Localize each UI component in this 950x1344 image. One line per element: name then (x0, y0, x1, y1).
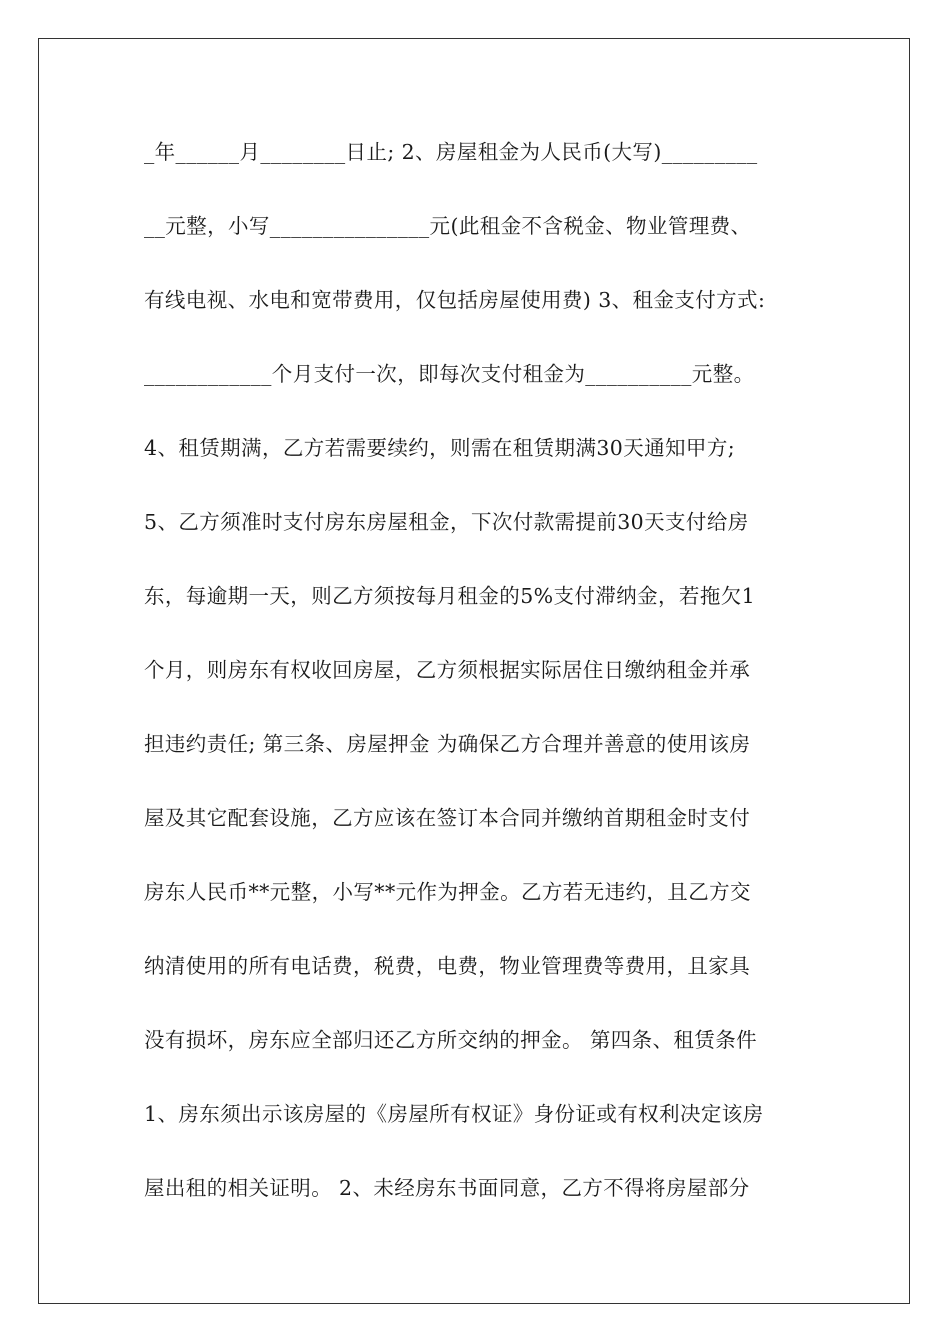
text-line-3: 有线电视、水电和宽带费用，仅包括房屋使用费) 3、租金支付方式: (144, 288, 766, 312)
text-line-2: __元整，小写_______________元(此租金不含税金、物业管理费、 (144, 214, 752, 238)
text-line-10: 屋及其它配套设施，乙方应该在签订本合同并缴纳首期租金时支付 (144, 806, 751, 830)
text-line-11: 房东人民币**元整，小写**元作为押金。乙方若无违约，且乙方交 (144, 880, 751, 904)
text-line-13: 没有损坏，房东应全部归还乙方所交纳的押金。 第四条、租赁条件 (144, 1028, 758, 1052)
text-line-6: 5、乙方须准时支付房东房屋租金，下次付款需提前30天支付给房 (144, 510, 749, 534)
text-line-15: 屋出租的相关证明。 2、未经房东书面同意，乙方不得将房屋部分 (144, 1176, 750, 1200)
text-line-8: 个月，则房东有权收回房屋，乙方须根据实际居住日缴纳租金并承 (144, 658, 751, 682)
text-line-9: 担违约责任; 第三条、房屋押金 为确保乙方合理并善意的使用该房 (144, 732, 751, 756)
text-line-4: ____________个月支付一次，即每次支付租金为__________元整。 (144, 362, 755, 386)
text-line-12: 纳清使用的所有电话费，税费，电费，物业管理费等费用，且家具 (144, 954, 751, 978)
text-line-14: 1、房东须出示该房屋的《房屋所有权证》身份证或有权利决定该房 (144, 1102, 764, 1126)
text-line-5: 4、租赁期满，乙方若需要续约，则需在租赁期满30天通知甲方; (144, 436, 736, 460)
document-body (144, 130, 816, 1240)
text-line-7: 东，每逾期一天，则乙方须按每月租金的5%支付滞纳金，若拖欠1 (144, 584, 756, 608)
text-line-1: _年______月________日止; 2、房屋租金为人民币(大写)_________ (144, 140, 758, 164)
